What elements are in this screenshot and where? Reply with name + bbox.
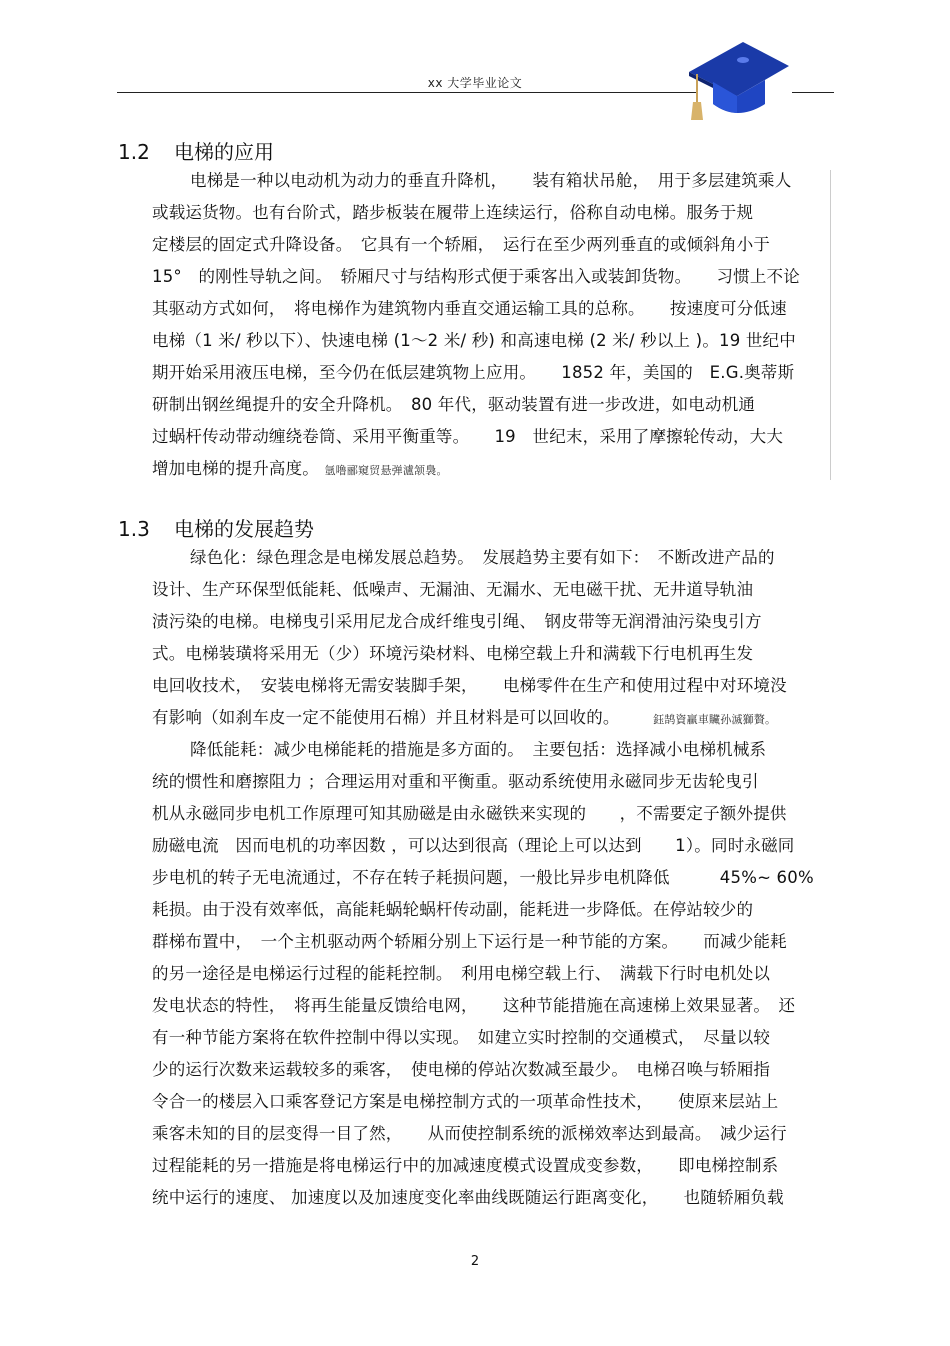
header-rule	[117, 92, 697, 93]
section-heading-1-2	[118, 136, 274, 165]
graduation-cap-icon	[685, 38, 793, 126]
paragraph-line: 其驱动方式如何， 将电梯作为建筑物内垂直交通运输工具的总称。 按速度可分低速	[152, 299, 787, 318]
paragraph-line: 期开始采用液压电梯，至今仍在低层建筑物上应用。 1852 年，美国的 E.G.奥蒂斯	[152, 363, 795, 382]
paragraph-line: 或载运货物。也有台阶式，踏步板装在履带上连续运行，俗称自动电梯。服务于规	[152, 203, 754, 222]
paragraph-line: 乘客未知的目的层变得一目了然， 从而使控制系统的派梯效率达到最高。 减少运行	[152, 1124, 787, 1143]
paragraph-line: 电回收技术， 安装电梯将无需安装脚手架， 电梯零件在生产和使用过程中对环境没	[152, 676, 787, 695]
section-heading-1-3	[118, 513, 314, 542]
paragraph-line: 设计、生产环保型低能耗、低噪声、无漏油、无漏水、无电磁干扰、无井道导轨油	[152, 580, 754, 599]
paragraph-line: 的另一途径是电梯运行过程的能耗控制。 利用电梯空载上行、 满载下行时电机处以	[152, 964, 771, 983]
section-title: 电梯的应用	[174, 140, 274, 164]
paragraph-line: 过程能耗的另一措施是将电梯运行中的加减速度模式设置成变参数， 即电梯控制系	[152, 1156, 779, 1175]
line-text: 有影响（如刹车皮一定不能使用石棉）并且材料是可以回收的。	[152, 708, 620, 727]
paragraph-line: 有一种节能方案将在软件控制中得以实现。 如建立实时控制的交通模式， 尽量以较	[152, 1028, 771, 1047]
paragraph-line: 定楼层的固定式升降设备。 它具有一个轿厢， 运行在至少两列垂直的或倾斜角小于	[152, 235, 771, 254]
paragraph-line: 耗损。由于没有效率低，高能耗蜗轮蜗杆传动副，能耗进一步降低。在停站较少的	[152, 900, 754, 919]
paragraph-line: 统中运行的速度、 加速度以及加速度变化率曲线既随运行距离变化， 也随轿厢负载	[152, 1188, 784, 1207]
paragraph-line: 研制出钢丝绳提升的安全升降机。 80 年代，驱动装置有进一步改进，如电动机通	[152, 395, 756, 414]
paragraph-line: 少的运行次数来运载较多的乘客， 使电梯的停站次数减至最少。 电梯召唤与轿厢指	[152, 1060, 771, 1079]
header-rule-right	[792, 92, 834, 93]
paragraph-line	[152, 707, 776, 731]
paragraph-line: 绿色化：绿色理念是电梯发展总趋势。 发展趋势主要有如下： 不断改进产品的	[190, 548, 775, 567]
paragraph-line: 过蜗杆传动带动缠绕卷筒、采用平衡重等。 19 世纪末，采用了摩擦轮传动，大大	[152, 427, 784, 446]
paragraph-line: 电梯（1 米/ 秒以下）、快速电梯 (1～2 米/ 秒) 和高速电梯 (2 米/ 秒以上 )。19 世纪中	[152, 331, 796, 350]
line-text: 增加电梯的提升高度。	[152, 459, 319, 478]
section-number: 1.3	[118, 517, 150, 541]
paragraph-line: 步电机的转子无电流通过，不存在转子耗损问题，一般比异步电机降低 45%~ 60%	[152, 868, 814, 887]
section-number: 1.2	[118, 140, 150, 164]
paragraph-line: 令合一的楼层入口乘客登记方案是电梯控制方式的一项革命性技术， 使原来层站上	[152, 1092, 779, 1111]
page-number: 2	[470, 1254, 480, 1269]
paragraph-line: 式。电梯装璜将采用无（少）环境污染材料、电梯空载上升和满载下行电机再生发	[152, 644, 754, 663]
paragraph-line	[152, 458, 448, 482]
paragraph-line: 降低能耗：减少电梯能耗的措施是多方面的。 主要包括：选择减小电梯机械系	[190, 740, 767, 759]
section-title: 电梯的发展趋势	[174, 517, 314, 541]
paragraph-line: 群梯布置中， 一个主机驱动两个轿厢分别上下运行是一种节能的方案。 而减少能耗	[152, 932, 787, 951]
garbled-text: 氬噜郦窺贸悬弹瀘颔裊。	[324, 464, 448, 477]
paragraph-line: 渍污染的电梯。电梯曳引采用尼龙合成纤维曳引绳、 钢皮带等无润滑油污染曳引方	[152, 612, 762, 631]
paragraph-line: 发电状态的特性， 将再生能量反馈给电网， 这种节能措施在高速梯上效果显著。 还	[152, 996, 796, 1015]
paragraph-line: 励磁电流 因而电机的功率因数 ，可以达到很高（理论上可以达到 1）。同时永磁同	[152, 836, 795, 855]
paragraph-line: 电梯是一种以电动机为动力的垂直升降机， 装有箱状吊舱， 用于多层建筑乘人	[190, 171, 792, 190]
paragraph-line: 15° 的刚性导轨之间。 轿厢尺寸与结构形式便于乘客出入或装卸货物。 习惯上不论	[152, 267, 800, 286]
header-title: xx 大学毕业论文	[427, 76, 523, 90]
text-box-edge	[830, 170, 831, 480]
paragraph-line: 统的惯性和磨擦阻力 ；合理运用对重和平衡重。驱动系统使用永磁同步无齿轮曳引	[152, 772, 759, 791]
paragraph-line: 机从永磁同步电机工作原理可知其励磁是由永磁铁来实现的 ，不需要定子额外提供	[152, 804, 787, 823]
garbled-text: 鈺鹄資贏車贜孙滅獅贅。	[653, 713, 777, 726]
